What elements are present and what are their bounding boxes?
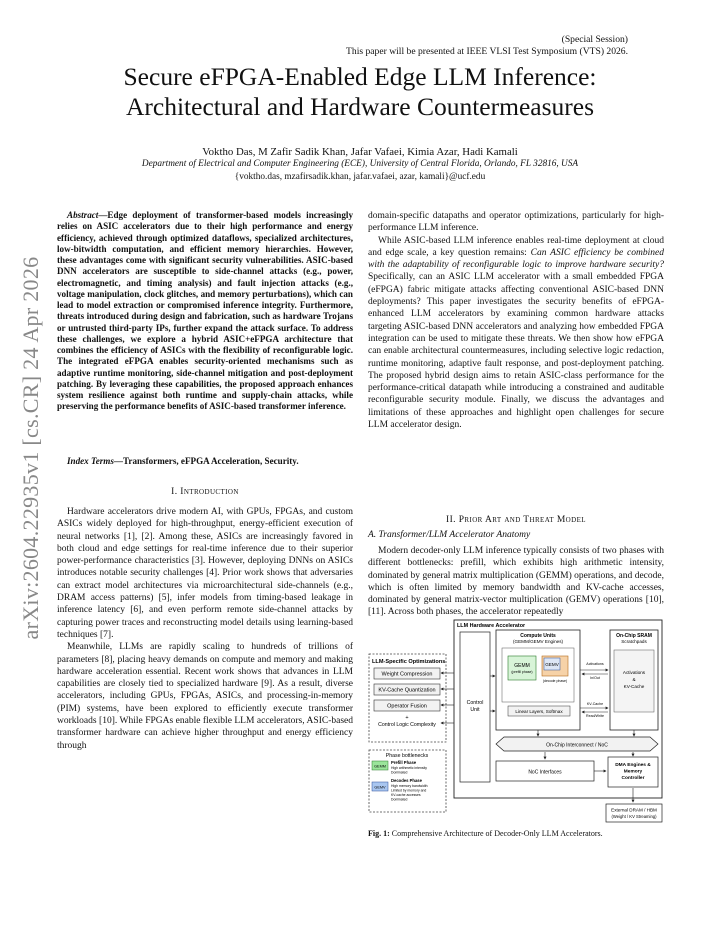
paper-title: Secure eFPGA-Enabled Edge LLM Inference: Architectural and Hardware Countermeasures [123, 62, 597, 121]
sram-activations: Activations [622, 670, 646, 675]
control-unit-label-2: Unit [470, 707, 480, 713]
sram-subtitle: Scratchpads [621, 639, 647, 644]
dma-label-1: DMA Engines & [615, 763, 651, 768]
architecture-diagram [368, 616, 664, 824]
intro-paragraph-2: Meanwhile, LLMs are rapidly scaling to hundreds of trillions of parameters [8], placing heavy demands on compute and memory and making hardware acceleration essential. Recent work shows that advances in LLM capabilities are closely tied to specialized hardware [9]. As a result, diverse accelerators, including GPUs, FPGAs, ASICs, and processing-in-memory (PIM) systems, have been explored to efficiently execute transformer workloads [10]. While FPGAs enable flexible LLM accelerators, ASIC-based transformer hardware can achieve higher throughput and energy efficiency through [57, 642, 353, 751]
gemm-sub: (prefill phase) [511, 670, 533, 674]
conference-notice [346, 34, 628, 57]
compute-units-title: Compute Units [520, 633, 556, 639]
author-emails: {voktho.das, mzafirsadik.khan, jafar.vafaei, azar, kamali}@ucf.edu [234, 172, 486, 182]
gemm-legend-label: GEMM [374, 764, 386, 769]
right-column-body [368, 545, 664, 619]
figure-caption [368, 829, 664, 838]
accelerator-title: LLM Hardware Accelerator [457, 623, 526, 629]
opt-item-kv-quant: KV-Cache Quantization [378, 687, 436, 694]
index-terms-text: —Transformers, eFPGA Acceleration, Security. [113, 456, 299, 466]
prefill-desc-1: High arithmetic intensity [391, 766, 427, 770]
prefill-desc-2: Dominated [391, 770, 408, 775]
decode-desc-2: Limited by memory and [391, 788, 427, 793]
optimizations-box [369, 654, 446, 742]
dram-label-2: (Weight / KV Streaming) [611, 814, 657, 819]
decode-desc-4: Dominated [391, 797, 408, 802]
noc-interfaces-label: NoC Interfaces [528, 769, 562, 776]
decode-desc-3: KV-cache accesses [391, 793, 421, 797]
intro-paragraph-1: Hardware accelerators drive modern AI, with GPUs, FPGAs, and custom ASICs widely deployed for high-throughput, energy-efficient execution of neural networks [1], [2]. Among these, ASICs are increasingly favored in both cloud and edge settings for real-time inference due to their superior power-performance characteristics [3]. However, deploying DNNs on ASICs introduces notable security challenges [4]. Prior work shows that adversaries can extract model architectures via microarchitectural side-channels (e.g., DRAM access patterns) [5], infer models from timing-based leakage in inference latency [6], and even perform remote side-channel attacks by capturing power traces and reconstructing model details using learning-based techniques [7]. [57, 507, 353, 640]
index-terms-label: Index Terms [67, 456, 114, 466]
index-terms [57, 456, 353, 466]
opt-item-operator-fusion: Operator Fusion [387, 703, 427, 710]
interconnect-label: On-Chip Interconnect / NoC [546, 742, 608, 749]
activations-arrow-sub: In/Out [590, 676, 600, 680]
prefill-title: Prefill Phase [391, 760, 417, 765]
dma-label-3: Controller [621, 776, 645, 781]
linear-layers-label: Linear Layers, Softmax [515, 709, 563, 714]
sram-kvcache: KV-Cache [623, 684, 645, 689]
author-list: Voktho Das, M Zafir Sadik Khan, Jafar Vafaei, Kimia Azar, Hadi Kamali [202, 146, 518, 158]
abstract [57, 210, 353, 413]
right-paragraph-1: While ASIC-based LLM inference enables real-time deployment at cloud and edge scale, a key question remains: Can ASIC efficiency be combined with the adaptability of reconfigurable logic to improve hardware security? Specifically, can an ASIC LLM accelerator with a small embedded FPGA (eFPGA) fabric mitigate attacks affecting conventional ASIC-based DNN deployments? This paper investigates the security benefits of eFPGA-enhanced LLM accelerators by examining common hardware attacks targeting ASIC-based DNN accelerators and analyzing how embedded FPGA integration can be used to mitigate these threats. We then show how eFPGA can enable architectural countermeasures, including selective logic redaction, runtime monitoring, adaptive fault response, and post-deployment patching. The proposed hybrid design aims to retain ASIC-class performance for the performance-critical datapath while introducing a constrained and auditable reconfigurable security module. Finally, we discuss the advantages and limitations of these approaches and highlight open challenges for secure LLM accelerator design. [368, 235, 664, 431]
right-paragraph-0: domain-specific datapaths and operator optimizations, particularly for high-performance LLM inference. [368, 211, 664, 234]
kv-arrow-label: KV-Cache [586, 702, 604, 706]
phase-title: Phase bottlenecks [385, 753, 429, 759]
sram-amp: & [632, 677, 636, 682]
abstract-label: Abstract [67, 210, 99, 220]
caption-label: Fig. 1: [368, 829, 390, 838]
affiliation: Department of Electrical and Computer Engineering (ECE), University of Central Florida, Orlando, FL 32816, USA [141, 159, 579, 169]
gemv-sub: (decode phase) [542, 679, 568, 683]
gemv-label: GEMV [545, 662, 559, 667]
dma-label-2: Memory [623, 769, 643, 775]
arxiv-watermark: arXiv:2604.22935v1 [cs.CR] 24 Apr 2026 [18, 256, 43, 640]
opt-footer: Control Logic Complexity [378, 722, 436, 728]
caption-text: Comprehensive Architecture of Decoder-Only LLM Accelerators. [389, 829, 603, 838]
research-question: Can ASIC efficiency be combined with the adaptability of reconfigurable logic to improve hardware security? [368, 247, 664, 271]
dram-label-1: External DRAM / HBM [611, 807, 657, 813]
plus-sign: + [405, 715, 409, 721]
optimizations-title: LLM-Specific Optimizations [372, 659, 446, 665]
decode-desc-1: High memory bandwidth [391, 784, 428, 788]
opt-item-weight-compression: Weight Compression [381, 671, 433, 678]
control-unit-label: Control [466, 700, 484, 706]
gemv-legend-label: GEMV [374, 785, 386, 790]
intro-body [57, 506, 353, 752]
right-paragraph-2: Modern decoder-only LLM inference typically consists of two phases with different bottlenecks: prefill, which exhibits high arithmetic intensity, dominated by general matrix multiplication (GEMM) operations, and decode, which is often limited by memory bandwidth and KV-cache accesses, dominated by general matrix-vector multiplication (GEMV) operations [10], [11]. Across both phases, the accelerator repeatedly [368, 546, 664, 618]
architecture-figure [368, 616, 664, 824]
compute-units-subtitle: (GEMM/GEMV Engines) [512, 639, 564, 644]
section-2-heading: II. Prior Art and Threat Model [446, 515, 586, 525]
venue-notice: This paper will be presented at IEEE VLSI Test Symposium (VTS) 2026. [346, 45, 628, 57]
subsection-a-heading: A. Transformer/LLM Accelerator Anatomy [368, 530, 531, 540]
activations-arrow-label: Activations [586, 662, 604, 666]
session-label: (Special Session) [561, 34, 628, 45]
abstract-text: —Edge deployment of transformer-based models increasingly relies on ASIC accelerators due to their high performance and energy efficiency, achieved through optimized dataflows, specialized architectures, low-bitwidth computation, and efficient memory hierarchies. However, these advantages come with significant security vulnerabilities. ASIC-based DNN accelerators are susceptible to side-channel attacks (e.g., power, electromagnetic, and timing analysis) and fault injection attacks (e.g., voltage manipulation, clock glitches, and memory perturbations), which can lead to model extraction or compromised inference integrity. Furthermore, threats introduced during design and fabrication, such as hardware Trojans or untrusted third-party IPs, further expand the attack surface. To address these challenges, we explore a hybrid ASIC+eFPGA architecture that combines the efficiency of ASICs with the flexibility of reconfigurable logic. The integrated eFPGA enables security-oriented mechanisms such as adaptive runtime monitoring, side-channel mitigation and post-deployment patching. By leveraging these capabilities, the proposed approach enhances system resilience against both runtime and supply-chain attacks, while preserving the performance benefits of ASIC-based transformer inference. [57, 210, 353, 412]
right-column-top [368, 210, 664, 431]
gemm-label: GEMM [514, 663, 530, 669]
decode-title: Decodes Phase [391, 778, 422, 783]
kv-arrow-sub: Read/Write [586, 714, 604, 718]
section-1-heading: I. Introduction [171, 487, 239, 497]
sram-title: On-Chip SRAM [616, 633, 652, 639]
